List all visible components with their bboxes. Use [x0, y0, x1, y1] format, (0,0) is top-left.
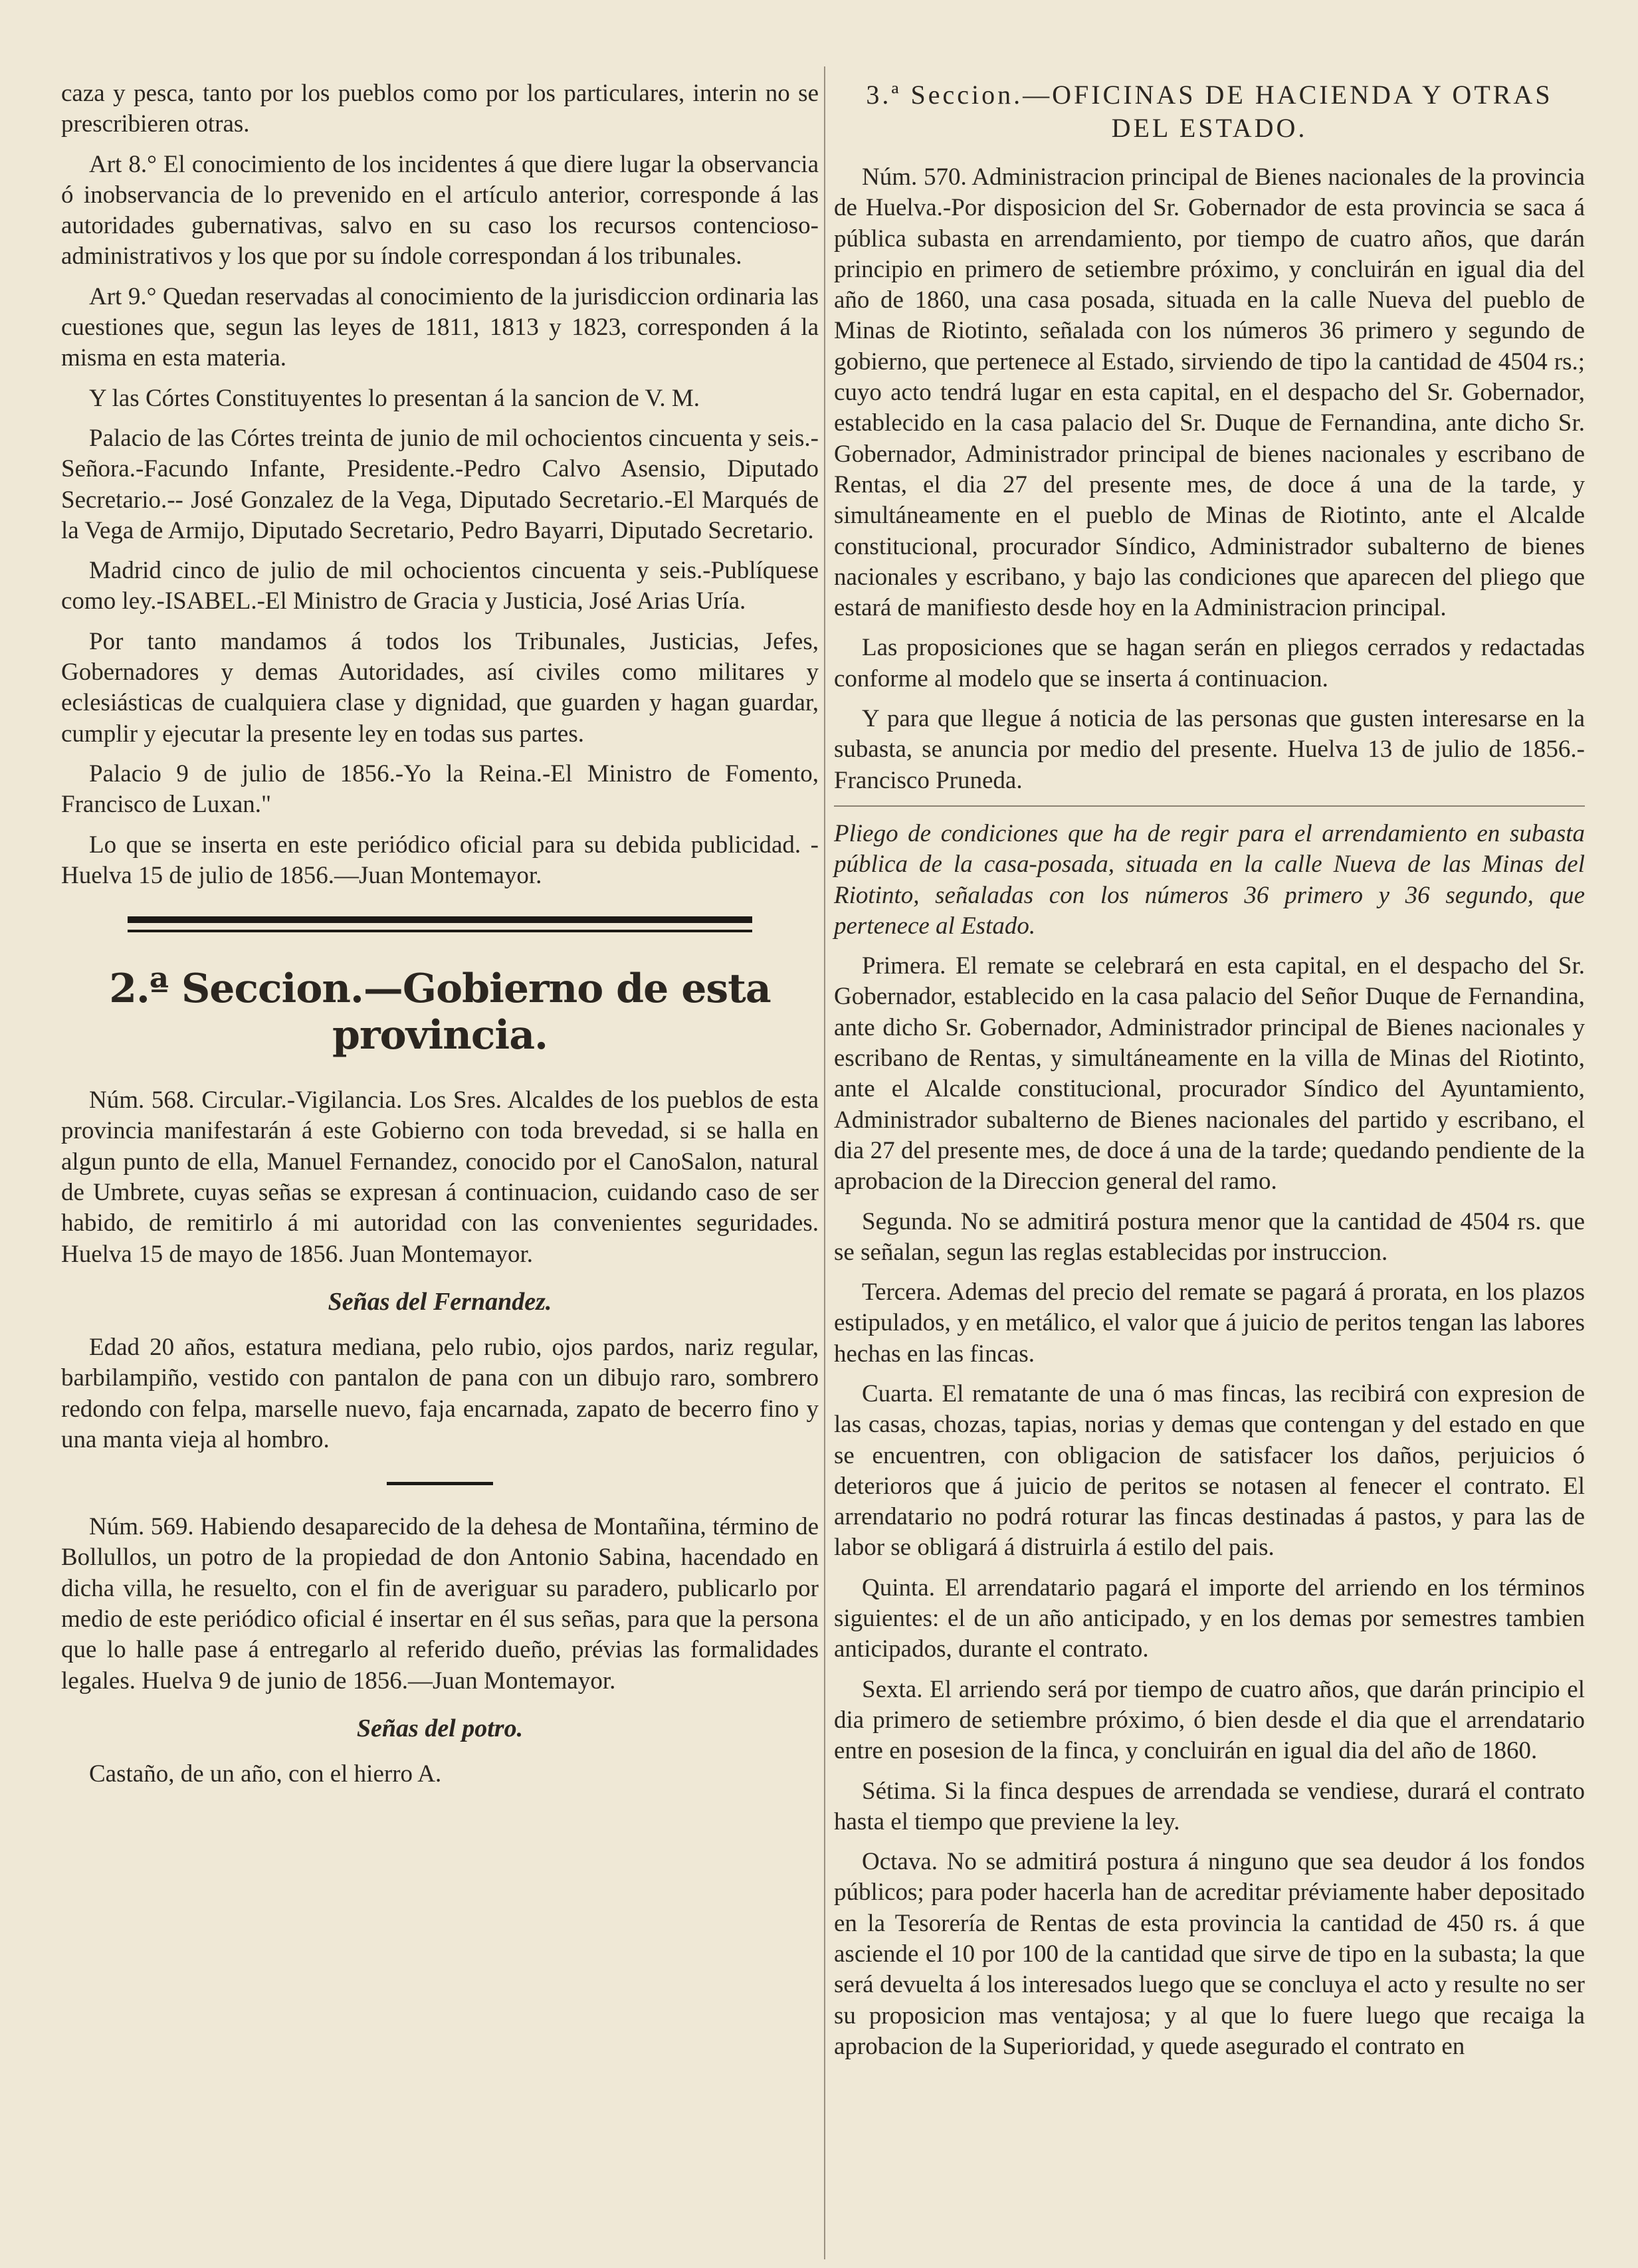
- section-heading: 2.ª Seccion.—Gobierno de esta provincia.: [109, 966, 771, 1059]
- paragraph: Las proposiciones que se hagan serán en pliegos cerrados y redactadas conforme al modelo que se inserta á continuacion.: [834, 634, 1585, 692]
- description-potro: Castaño, de un año, con el hierro A.: [89, 1760, 442, 1788]
- paragraph: Art 9.° Quedan reservadas al conocimiento de la jurisdiccion ordinaria las cuestiones que, segun las leyes de 1811, 1813 y 1823, corresponden á la misma en esta materia.: [61, 282, 819, 372]
- condition-quinta: Quinta. El arrendatario pagará el importe del arriendo en los términos siguientes: el de un año anticipado, y en los demas por semestres tambien anticipados, durante el contrato.: [834, 1574, 1585, 1663]
- paragraph: caza y pesca, tanto por los pueblos como por los particulares, interin no se prescribieren otras.: [61, 80, 819, 138]
- condition-octava: Octava. No se admitirá postura á ninguno que sea deudor á los fondos públicos; para poder hacerla han de acreditar préviamente haber depositado en la Tesorería de Rentas de esta provincia la cantidad de 450 rs. á que asciende el 10 por 100 de la cantidad que sirve de tipo en la subasta; la que será devuelta á los interesados luego que se concluya el acto y resulte no ser su proposicion mas ventajosa; y al que lo fuere luego que recaiga la aprobacion de la Superioridad, y quede asegurado el contrato en: [834, 1848, 1585, 2060]
- section-heading-3: 3.ª Seccion.—OFICINAS DE HACIENDA Y OTRAS DEL ESTADO.: [866, 80, 1553, 143]
- section-rule-thin: [128, 930, 752, 932]
- paragraph: Y las Córtes Constituyentes lo presentan á la sancion de V. M.: [89, 384, 700, 412]
- condition-setima: Sétima. Si la finca despues de arrendada se vendiese, durará el contrato hasta el tiempo que previene la ley.: [834, 1777, 1585, 1835]
- section-rule-thick: [128, 916, 752, 923]
- notice-570: Núm. 570. Administracion principal de Bienes nacionales de la provincia de Huelva.-Por disposicion del Sr. Gobernador de esta provincia se saca á pública subasta en arrendamiento, por tiempo de cuatro años, que darán principio en primero de setiembre próximo, y concluirán en igual dia del año de 1860, una casa posada, situada en la calle Nueva del pueblo de Minas de Riotinto, señalada con los números 36 primero y segundo de gobierno, que pertenece al Estado, sirviendo de tipo la cantidad de 4504 rs.; cuyo acto tendrá lugar en esta capital, en el despacho del Sr. Gobernador, establecido en la casa palacio del Sr. Duque de Fernandina, ante dicho Sr. Gobernador, Administrador principal de bienes nacionales y escribano de Rentas, el dia 27 del presente mes, de doce á una de la tarde, y simultáneamente en el pueblo de Minas de Riotinto, ante el Alcalde constitucional, procurador Síndico, Administrador subalterno de bienes nacionales y escribano, y bajo las condiciones que aparecen del pliego que estará de manifiesto desde hoy en la Administracion principal.: [834, 163, 1585, 622]
- conditions-title: Pliego de condiciones que ha de regir para el arrendamiento en subasta pública de la casa-posada, situada en la calle Nueva de las Minas del Riotinto, señaladas con los números 36 primero y 36 segundo, que pertenece al Estado.: [834, 819, 1585, 940]
- condition-cuarta: Cuarta. El rematante de una ó mas fincas, las recibirá con expresion de las casas, chozas, tapias, norias y demas que contengan y del estado en que se encuentren, con obligacion de satisfacer los daños, perjuicios ó deterioros que á juicio de peritos se notasen al fenecer el contrato. El arrendatario no podrá roturar las fincas destinadas á pastos, y para las de labor se obligará á distruirla á estilo del pais.: [834, 1380, 1585, 1562]
- paragraph: Art 8.° El conocimiento de los incidentes á que diere lugar la observancia ó inobservancia de lo prevenido en el artículo anterior, corresponde á las autoridades gubernativas, salvo en su caso los recursos contencioso-administrativos y los que por su índole correspondan á los tribunales.: [61, 150, 819, 270]
- paragraph: Palacio de las Córtes treinta de junio de mil ochocientos cincuenta y seis.-Señora.-Facundo Infante, Presidente.-Pedro Calvo Asensio, Diputado Secretario.-- José Gonzalez de la Vega, Diputado Secretario.-El Marqués de la Vega de Armijo, Diputado Secretario, Pedro Bayarri, Diputado Secretario.: [61, 424, 819, 544]
- condition-tercera: Tercera. Ademas del precio del remate se pagará á prorata, en los plazos estipulados, y en metálico, el valor que á juicio de peritos tengan las labores hechas en las fincas.: [834, 1279, 1585, 1368]
- condition-sexta: Sexta. El arriendo será por tiempo de cuatro años, que darán principio el dia primero de setiembre próximo, ó bien desde el dia que el arrendatario entre en posesion de la finca, y concluirán en igual dia del año de 1860.: [834, 1675, 1585, 1765]
- notice-569: Núm. 569. Habiendo desaparecido de la dehesa de Montañina, término de Bollullos, un potro de la propiedad de don Antonio Sabina, hacendado en dicha villa, he resuelto, con el fin de averiguar su paradero, publicarlo por medio de este periódico oficial é insertar en él sus señas, para que la persona que lo halle pase á entregarlo al referido dueño, prévias las formalidades legales. Huelva 9 de junio de 1856.—Juan Montemayor.: [61, 1513, 819, 1695]
- separator-rule: [387, 1482, 493, 1485]
- conditions-box: [834, 805, 1585, 942]
- condition-segunda: Segunda. No se admitirá postura menor que la cantidad de 4504 rs. que se señalan, segun las reglas establecidas por instruccion.: [834, 1207, 1585, 1266]
- paragraph: Por tanto mandamos á todos los Tribunales, Justicias, Jefes, Gobernadores y demas Autoridades, así civiles como militares y eclesiásticas de cualquiera clase y dignidad, que guarden y hagan guardar, cumplir y ejecutar la presente ley en todas sus partes.: [61, 627, 819, 748]
- notice-568: Núm. 568. Circular.-Vigilancia. Los Sres. Alcaldes de los pueblos de esta provincia manifestarán á este Gobierno con toda brevedad, si se halla en algun punto de ella, Manuel Fernandez, conocido por el CanoSalon, natural de Umbrete, cuyas señas se expresan á continuacion, cuidando caso de ser habido, de remitirlo á mi autoridad con las convenientes seguridades. Huelva 15 de mayo de 1856. Juan Montemayor.: [61, 1086, 819, 1268]
- right-column: [834, 78, 1585, 2071]
- condition-primera: Primera. El remate se celebrará en esta capital, en el despacho del Sr. Gobernador, establecido en la casa palacio del Señor Duque de Fernandina, ante dicho Sr. Gobernador, Administrador principal de Bienes nacionales y escribano de Rentas, y simultáneamente en la villa de Minas del Riotinto, ante el Alcalde constitucional, procurador Síndico del Ayuntamiento, Administrador subalterno de Bienes nacionales del partido y escribano, el dia 27 del presente mes, de doce á una de la tarde; quedando pendiente de la aprobacion de la Direccion general del ramo.: [834, 952, 1585, 1195]
- left-column: [61, 78, 819, 1799]
- paragraph: Palacio 9 de julio de 1856.-Yo la Reina.-El Ministro de Fomento, Francisco de Luxan.": [61, 760, 819, 819]
- paragraph: Lo que se inserta en este periódico oficial para su debida publicidad. -Huelva 15 de julio de 1856.—Juan Montemayor.: [61, 831, 819, 889]
- subheading-fernandez: Señas del Fernandez.: [328, 1287, 552, 1316]
- column-divider: [824, 66, 825, 2259]
- subheading-potro: Señas del potro.: [356, 1714, 524, 1742]
- description-fernandez: Edad 20 años, estatura mediana, pelo rubio, ojos pardos, nariz regular, barbilampiño, vestido con pantalon de pana con un dibujo raro, sombrero redondo con felpa, marselle nuevo, faja encarnada, zapato de becerro fino y una manta vieja al hombro.: [61, 1333, 819, 1453]
- paragraph: Madrid cinco de julio de mil ochocientos cincuenta y seis.-Publíquese como ley.-ISABEL.-El Ministro de Gracia y Justicia, José Arias Uría.: [61, 557, 819, 615]
- paragraph: Y para que llegue á noticia de las personas que gusten interesarse en la subasta, se anuncia por medio del presente. Huelva 13 de julio de 1856.-Francisco Pruneda.: [834, 705, 1585, 794]
